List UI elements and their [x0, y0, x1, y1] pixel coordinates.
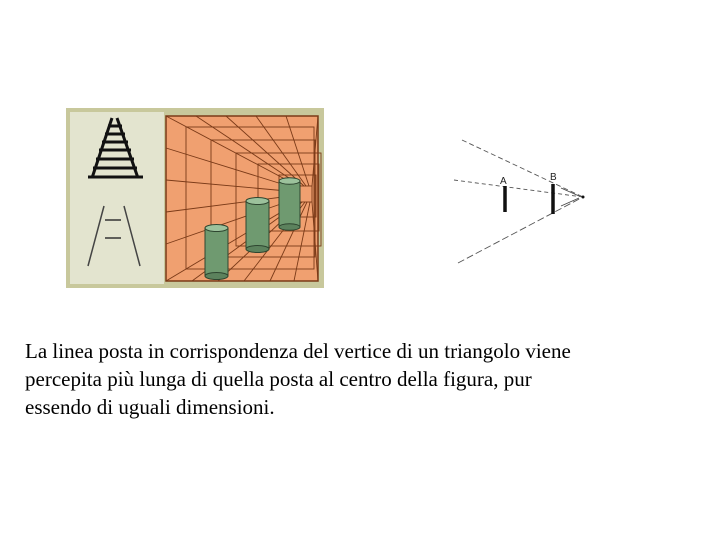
vertex-point: [582, 196, 585, 199]
cylinder-middle: [246, 198, 269, 253]
ponzo-illusion-image: [66, 108, 324, 288]
upper-converging-line: [462, 140, 583, 197]
lower-converging-line: [458, 197, 583, 263]
label-a: A: [500, 176, 507, 187]
converging-lines-diagram: [444, 130, 609, 268]
cylinder-far: [279, 178, 300, 231]
track-panel: [70, 112, 164, 284]
caption-line: percepita più lunga di quella posta al centro della figura, pur: [25, 367, 532, 391]
vertex-arrow-icon: [561, 188, 579, 206]
caption-text: [25, 337, 665, 421]
cylinder-near: [205, 225, 228, 280]
middle-guide-line: [454, 180, 583, 197]
caption-line: essendo di uguali dimensioni.: [25, 395, 275, 419]
caption-line: La linea posta in corrispondenza del vertice di un triangolo viene: [25, 339, 571, 363]
label-b: B: [550, 172, 557, 183]
